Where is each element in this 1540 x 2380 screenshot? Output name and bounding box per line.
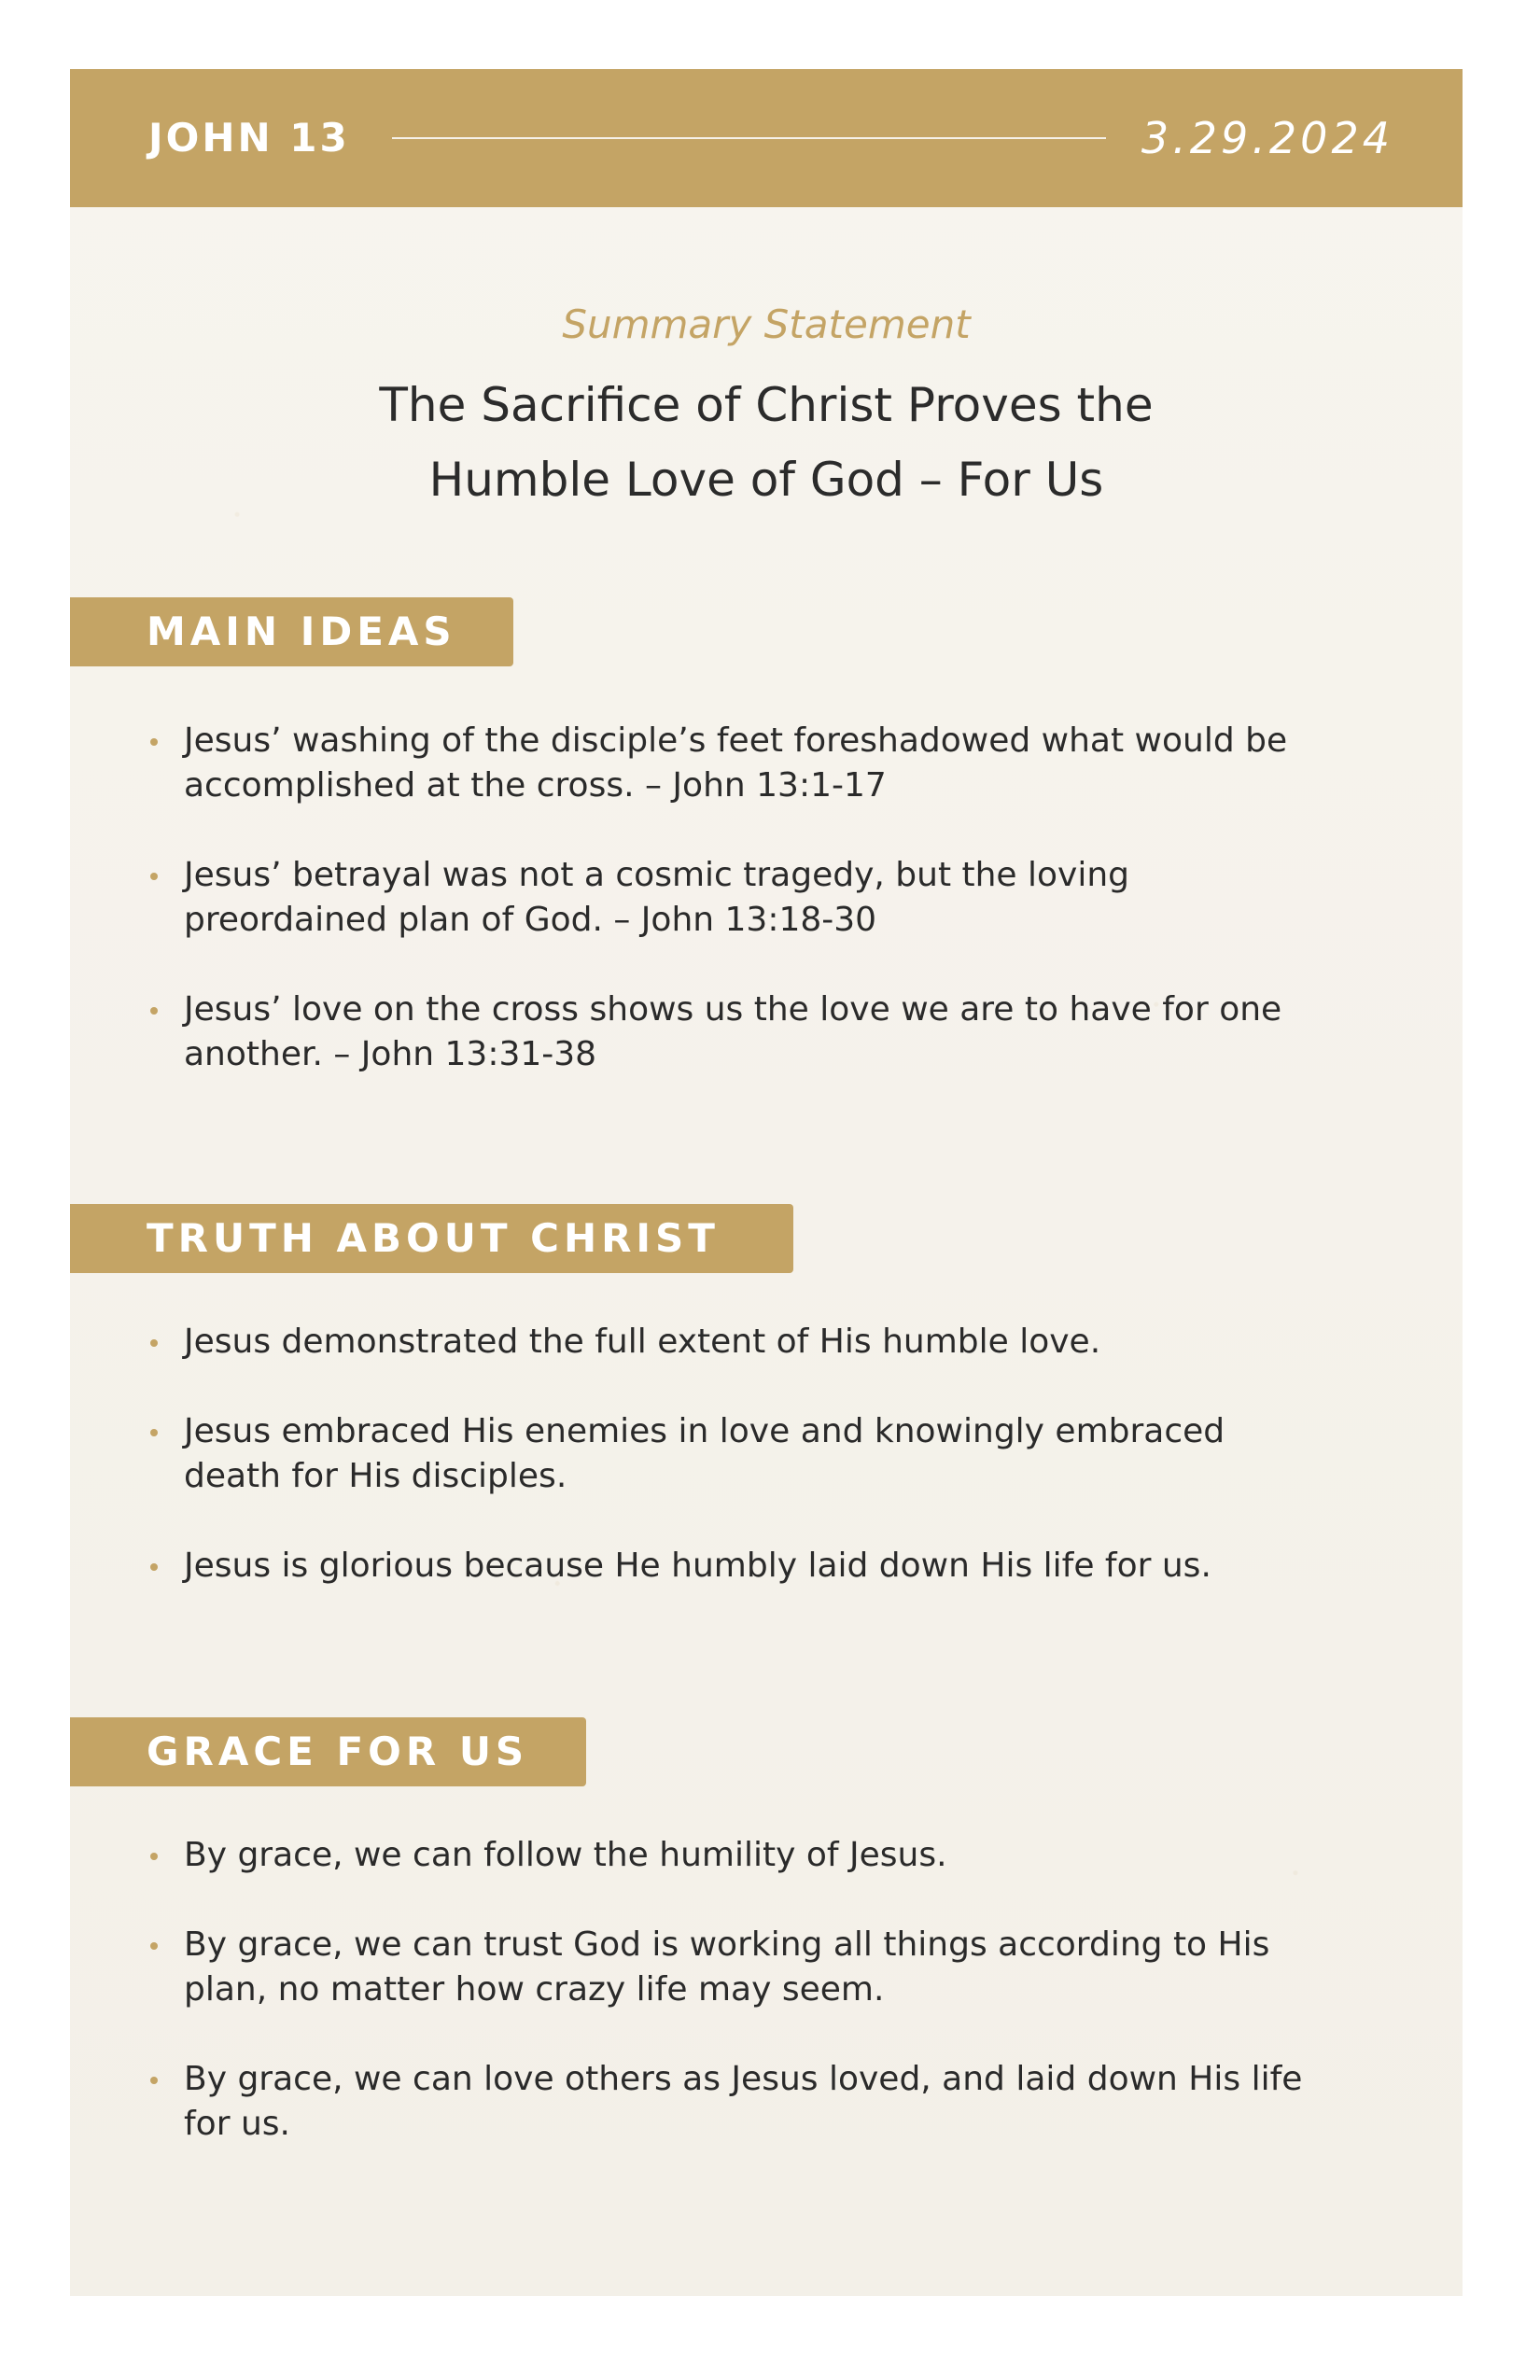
list-item bbox=[145, 1320, 1311, 1365]
date-label: 3.29.2024 bbox=[1141, 113, 1393, 163]
list-item-text: By grace, we can trust God is working all things according to His plan, no matter how crazy life may seem. bbox=[184, 1925, 1270, 2009]
section-heading-grace-for-us: GRACE FOR US bbox=[70, 1717, 586, 1786]
section-heading-truth-about-christ: TRUTH ABOUT CHRIST bbox=[70, 1204, 793, 1273]
list-item-text: Jesus embraced His enemies in love and knowingly embraced death for His disciples. bbox=[184, 1412, 1225, 1495]
summary-title bbox=[300, 368, 1233, 517]
list-item bbox=[145, 987, 1311, 1077]
list-item bbox=[145, 1409, 1311, 1499]
bullet-icon bbox=[150, 1563, 158, 1571]
bullet-icon bbox=[150, 873, 158, 880]
bullet-icon bbox=[150, 1007, 158, 1015]
list-item bbox=[145, 1923, 1311, 2012]
list-item-text: Jesus’ betrayal was not a cosmic tragedy, but the loving preordained plan of God. – John 13:18-30 bbox=[184, 856, 1130, 939]
bullet-icon bbox=[150, 1339, 158, 1347]
list-item bbox=[145, 1833, 1311, 1878]
header-divider bbox=[392, 137, 1106, 139]
bullet-icon bbox=[150, 1429, 158, 1436]
list-item bbox=[145, 719, 1311, 808]
list-item bbox=[145, 853, 1311, 943]
bullet-icon bbox=[150, 1942, 158, 1950]
list-item-text: Jesus is glorious because He humbly laid down His life for us. bbox=[184, 1547, 1211, 1585]
summary-title-line-1: The Sacrifice of Christ Proves the bbox=[379, 378, 1154, 432]
list-item-text: Jesus demonstrated the full extent of His humble love. bbox=[184, 1323, 1101, 1361]
list-item-text: By grace, we can love others as Jesus loved, and laid down His life for us. bbox=[184, 2060, 1303, 2143]
list-item-text: Jesus’ love on the cross shows us the love we are to have for one another. – John 13:31-38 bbox=[184, 990, 1282, 1073]
bullet-icon bbox=[150, 738, 158, 746]
list-item-text: By grace, we can follow the humility of Jesus. bbox=[184, 1836, 947, 1874]
truth-about-christ-list bbox=[145, 1320, 1311, 1589]
section-heading-main-ideas: MAIN IDEAS bbox=[70, 597, 513, 666]
list-item-text: Jesus’ washing of the disciple’s feet foreshadowed what would be accomplished at the cross. – John 13:1-17 bbox=[184, 721, 1288, 805]
list-item bbox=[145, 1544, 1311, 1589]
chapter-title: JOHN 13 bbox=[148, 115, 350, 161]
bullet-icon bbox=[150, 1853, 158, 1860]
grace-for-us-list bbox=[145, 1833, 1311, 2147]
main-ideas-list bbox=[145, 719, 1311, 1077]
list-item bbox=[145, 2057, 1311, 2147]
summary-label: Summary Statement bbox=[562, 301, 971, 347]
study-card bbox=[70, 69, 1463, 2296]
summary-title-line-2: Humble Love of God – For Us bbox=[428, 453, 1104, 507]
bullet-icon bbox=[150, 2077, 158, 2084]
header-bar bbox=[70, 69, 1463, 207]
